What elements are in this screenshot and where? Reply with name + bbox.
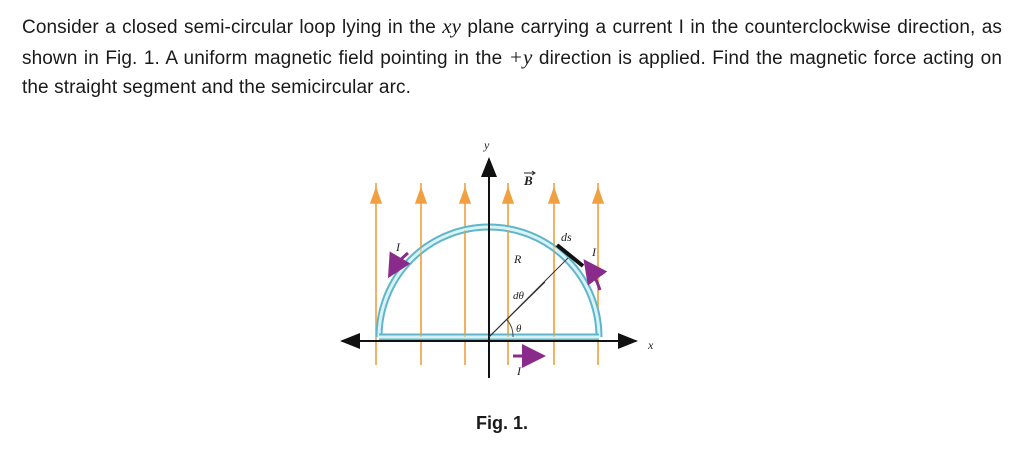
problem-statement — [22, 12, 1002, 103]
theta-label: θ — [516, 323, 522, 335]
radius-geometry — [489, 258, 568, 337]
current-label-left: I — [396, 240, 400, 254]
axes — [342, 159, 636, 378]
field-label: B — [524, 173, 533, 188]
loop-diagram — [330, 135, 670, 385]
problem-text-3: direction is applied. Find the magnetic force acting on the straight segment and the semicircular arc. — [22, 47, 1002, 98]
direction-symbol: +y — [508, 44, 533, 69]
dtheta-label: dθ — [513, 290, 524, 302]
current-label-bottom: I — [517, 364, 521, 378]
ds-label: ds — [561, 230, 572, 244]
radius-label: R — [514, 252, 522, 266]
x-axis-label: x — [648, 338, 654, 352]
current-label-right: I — [592, 245, 596, 259]
figure-1 — [330, 135, 670, 385]
plane-symbol: xy — [442, 14, 462, 38]
figure-caption: Fig. 1. — [476, 413, 529, 433]
problem-text-2: plane carrying a current I in the counterclockwise direction, as shown in Fig. 1. A uniform magnetic field pointing in the — [22, 17, 1002, 69]
problem-text-1: Consider a closed semi-circular loop lying in the — [22, 17, 443, 38]
y-axis-label: y — [484, 138, 490, 152]
